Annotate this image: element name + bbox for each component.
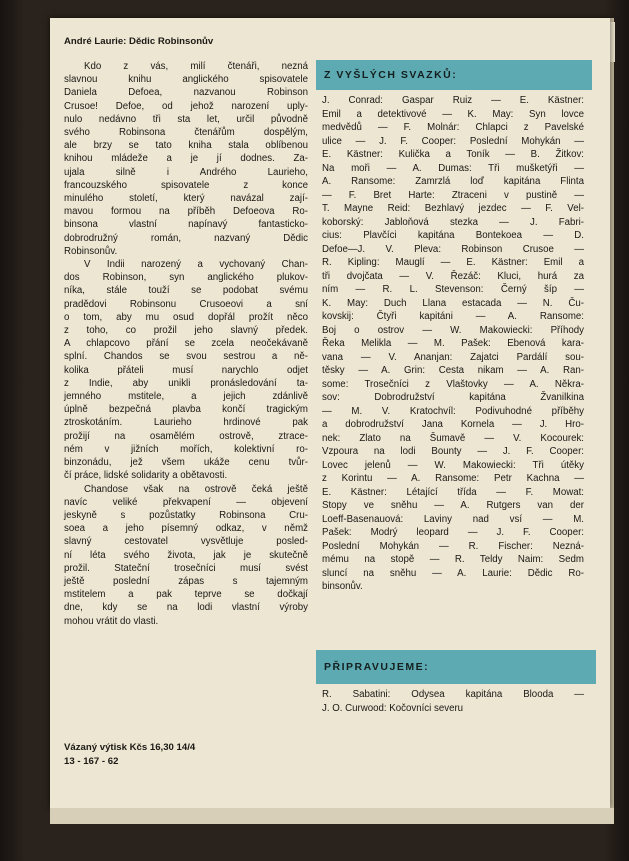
- volume-line: Řeka Melikla — M. Pašek: Ebenová kara-: [322, 338, 584, 349]
- catalog-number: 13 - 167 - 62: [64, 756, 119, 767]
- volume-line: medvědů — F. Molnár: Chlapci z Pavelské: [322, 122, 584, 133]
- description-line: dos Robinson, syn anglického plukov-: [64, 272, 308, 284]
- volume-line: binsonův.: [322, 581, 363, 592]
- upcoming-banner: [316, 650, 596, 684]
- description-line: kolika přáteli musí narychlo odjet: [64, 364, 308, 376]
- volume-line: Emil a detektivové — K. May: Syn lovce: [322, 108, 584, 120]
- description-line: minulého století, který navázal zají-: [64, 193, 308, 205]
- published-volumes-banner: [316, 60, 592, 90]
- description-line: dobrodružný román, nazvaný Dědic: [64, 232, 308, 244]
- volume-line: Vzpoura na lodi Bounty — J. F. Cooper:: [322, 446, 584, 457]
- description-line: o tom, aby mu osud dopřál prožít něco: [64, 311, 308, 323]
- volume-line: — F. Bret Harte: Ztraceni v pustině —: [322, 189, 584, 201]
- volume-line: Stopy ve sněhu — A. Rutgers van der: [322, 500, 584, 511]
- description-line: binzonádu, jež všem ukáže cenu tvůr-: [64, 457, 308, 469]
- volume-line: ním — R. L. Stevenson: Černý šíp —: [322, 284, 584, 295]
- volume-line: Defoe—J. V. Pleva: Robinson Crusoe —: [322, 243, 584, 255]
- description-line: ní léta svého života, jak je skutečně: [64, 549, 308, 561]
- description-line: prožijí na osamělém ostrově, ztrace-: [64, 430, 308, 442]
- volume-line: K. May: Duch Llana estacada — N. Ču-: [322, 297, 584, 309]
- description-line: jeskyně s pozůstatky Robinsona Cru-: [64, 509, 308, 521]
- description-line: nulo nedávno tři sta let, určil původně: [64, 113, 308, 125]
- description-line: prožil. Stateční trosečníci musí svést: [64, 562, 308, 574]
- description-line: francouzského spisovatele z konce: [64, 179, 308, 191]
- description-line: mohou vrátit do vlasti.: [64, 615, 159, 627]
- description-line: navíc veliké překvapení — objevení: [64, 496, 308, 508]
- description-paragraph: [64, 483, 308, 628]
- description-paragraph: [64, 258, 308, 482]
- price-line: Vázaný výtisk Kčs 16,30 14/4: [64, 742, 196, 753]
- description-line: Robinsonův.: [64, 245, 118, 257]
- description-line: svého Robinsona čtenářům dospělým,: [64, 127, 308, 139]
- description-line: V Indii narozený a vychovaný Chan-: [84, 259, 308, 271]
- volume-line: těsky — A. Grin: Cesta nikam — A. Ran-: [322, 365, 584, 376]
- description-line: binsona vlastní napínavý fantasticko-: [64, 219, 308, 231]
- volume-line: sluncí na sněhu — A. Laurie: Dědic Ro-: [322, 567, 584, 579]
- volume-line: Poslední Mohykán — R. Fischer: Nezná-: [322, 540, 584, 552]
- book-description: [64, 60, 308, 628]
- volume-line: tři dvojčata — V. Řezáč: Kluci, hurá za: [322, 270, 584, 282]
- volume-line: E. Kästner: Kulička a Toník — B. Žitkov:: [322, 149, 584, 160]
- volume-line: a dobrodružství Jana Kornela — J. Hro-: [322, 419, 584, 430]
- bottom-edge: [50, 808, 614, 824]
- upcoming-list: [322, 688, 584, 715]
- volume-line: — M. V. Kratochvíl: Podivuhodné příběhy: [322, 405, 584, 417]
- volume-line: koborský: Jabloňová stezka — J. Fabri-: [322, 216, 584, 228]
- volume-line: sov: Dobrodružství kapitána Žvanilkina: [322, 392, 584, 403]
- description-line: pradědovi Robinsonu Crusoeovi a sní: [64, 298, 308, 310]
- volume-line: ulice — J. F. Cooper: Poslední Mohykán —: [322, 135, 584, 147]
- description-line: úplně bezpečná plavba končí tragickým: [64, 404, 308, 416]
- volume-line: E. Kästner: Létající třída — F. Mowat:: [322, 486, 584, 498]
- description-line: Daniela Defoea, nazvanou Robinson: [64, 87, 308, 99]
- book-description-column: [64, 36, 308, 628]
- book-header: André Laurie: Dědic Robinsonův: [64, 36, 214, 47]
- description-line: A chlapcovo přání se zcela neočekávaně: [64, 338, 308, 350]
- volume-line: some: Trosečníci z Vlaštovky — A. Někra-: [322, 378, 584, 390]
- description-line: čí práce, lidské solidarity a obětavosti.: [64, 470, 228, 482]
- description-line: Kdo z vás, milí čtenáři, nezná: [84, 61, 308, 72]
- upcoming-heading: PŘIPRAVUJEME:: [324, 661, 430, 673]
- volume-line: nek: Zlato na Šumavě — V. Kocourek:: [322, 432, 584, 444]
- volume-line: z Korintu — A. Ransome: Petr Kachna —: [322, 473, 584, 484]
- volume-line: J. O. Curwood: Kočovníci severu: [322, 702, 464, 714]
- description-line: ztroskotáním. Laurieho hrdinové pak: [64, 417, 308, 429]
- description-line: Chandose však na ostrově čeká ještě: [84, 483, 308, 495]
- volume-line: kovskij: Čtyři kapitáni — A. Ransome:: [322, 311, 584, 322]
- description-line: z toho, co prožil jeho slavný předek.: [64, 325, 308, 337]
- description-line: ale brzy se tato kniha stala oblíbenou: [64, 140, 308, 152]
- description-line: ještě poslední zápas s tajemným: [64, 575, 308, 587]
- description-line: soea a jeho písemný odkaz, v němž: [64, 523, 308, 535]
- volume-line: Lovec jelenů — W. Makowiecki: Tři útěky: [322, 459, 584, 471]
- volume-line: R. Sabatini: Odysea kapitána Blooda —: [322, 689, 584, 700]
- description-line: ujala silně i Andrého Laurieho,: [64, 166, 308, 178]
- published-volumes-list: [322, 94, 584, 594]
- volume-line: A. Ransome: Zamrzlá loď kapitána Flinta: [322, 176, 584, 187]
- volume-line: Na moři — A. Dumas: Tři mušketýři —: [322, 162, 584, 174]
- volume-line: cius: Plavčíci kapitána Bontekoea — D.: [322, 230, 584, 241]
- description-line: dne, kdy se na lodi vlastní výroby: [64, 602, 308, 614]
- description-line: mstitelem a pak teprve se dočkají: [64, 589, 308, 601]
- description-line: splní. Chandos se svou sestrou a ně-: [64, 351, 308, 363]
- description-line: jemného mstitele, a jejich zdánlivě: [64, 391, 308, 403]
- volume-line: Loeff-Basenauová: Laviny nad vsí — M.: [322, 513, 584, 525]
- description-line: knihou mládeže a je jí dodnes. Za-: [64, 153, 308, 165]
- description-line: níka, stále touží se podobat svému: [64, 285, 308, 297]
- description-line: mavou formou na příběh Defoeova Ro-: [64, 206, 308, 218]
- volume-line: Boj o ostrov — W. Makowiecki: Příhody: [322, 324, 584, 336]
- volume-line: vana — V. Ananjan: Zajatci Pardálí sou-: [322, 351, 584, 363]
- price-block: [64, 741, 195, 769]
- volume-line: R. Kipling: Mauglí — E. Kästner: Emil a: [322, 257, 584, 268]
- description-line: ném v jižních mořích, kolektivní ro-: [64, 443, 308, 455]
- volume-line: mému na stopě — R. Teldy Naim: Sedm: [322, 554, 584, 565]
- volume-line: Pašek: Modrý leopard — J. F. Cooper:: [322, 527, 584, 538]
- description-line: slavný cestovatel vysvětluje posled-: [64, 536, 308, 548]
- description-line: slavnou knihu anglického spisovatele: [64, 74, 308, 86]
- description-paragraph: [64, 60, 308, 258]
- description-line: Crusoe! Defoe, od jehož narození uply-: [64, 100, 308, 112]
- description-line: z Indie, aby unikli pronásledování ta-: [64, 377, 308, 389]
- volume-line: T. Mayne Reid: Bezhlavý jezdec — F. Vel-: [322, 203, 584, 214]
- published-volumes-heading: Z VYŠLÝCH SVAZKŮ:: [324, 69, 458, 81]
- volume-line: J. Conrad: Gaspar Ruiz — E. Kästner:: [322, 95, 584, 106]
